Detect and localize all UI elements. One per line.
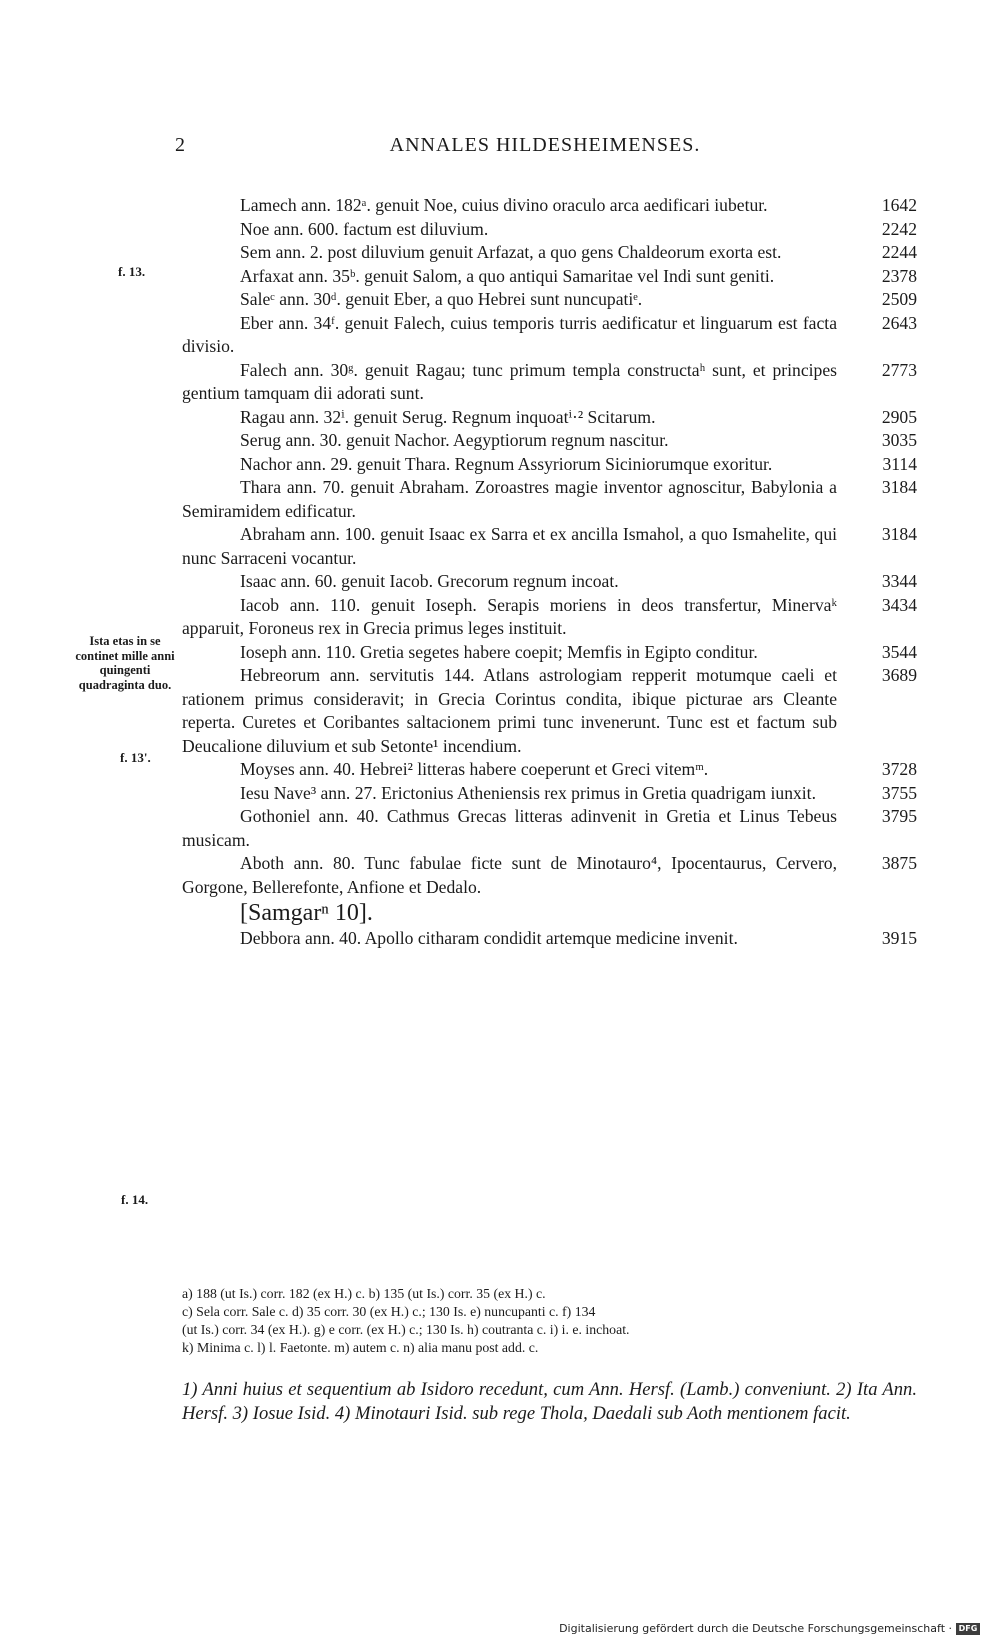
entry-paragraph: [Samgarⁿ 10]. [240, 900, 373, 926]
entry-paragraph: Noe ann. 600. factum est diluvium. 2242 [182, 218, 917, 242]
year-number: 3035 [881, 430, 917, 450]
entry-paragraph: Lamech ann. 182ᵃ. genuit Noe, cuius divino oraculo arca aedificari iubetur. 1642 [182, 194, 917, 218]
folio-mark-14: f. 14. [121, 1192, 149, 1207]
year-number: 3755 [881, 782, 917, 803]
year-number: 2509 [881, 289, 917, 309]
year-number: 3114 [882, 453, 917, 474]
entry-paragraph: Nachor ann. 29. genuit Thara. Regnum Assyriorum Siciniorumque exoritur. 3114 [182, 453, 917, 477]
margin-note: Ista etas in se continet mille anni quingenti quadraginta duo. [75, 634, 175, 692]
entry-paragraph: Hebreorum ann. servitutis 144. Atlans astrologiam repperit motumque caeli et rationem primus consideravit; in Grecia Corintus condita, ibique picturae ars Cleante reperta. Curetes et Coribantes saltacionem primi tunc invenerunt. Tunc est et factum sub Deucalione diluvium et sub Setonte¹ incendium. 3689 [182, 665, 917, 756]
year-number: 2378 [881, 265, 917, 286]
entry-paragraph: Iacob ann. 110. genuit Ioseph. Serapis moriens in deos transfertur, Minervaᵏ apparuit, Foroneus rex in Grecia primus leges instituit. 3434 [182, 594, 917, 638]
footnotes [182, 1378, 917, 1426]
year-number: 3184 [881, 477, 917, 497]
year-number: 3434 [881, 594, 917, 615]
page-header [175, 134, 915, 164]
variant-line: c) Sela corr. Sale c. d) 35 corr. 30 (ex H.) c.; 130 Is. e) nuncupanti c. f) 134 [182, 1304, 596, 1319]
year-number: 3689 [881, 665, 917, 685]
entry-paragraph: Sem ann. 2. post diluvium genuit Arfazat, a quo gens Chaldeorum exorta est. 2244 [182, 241, 917, 265]
year-number: 3915 [881, 928, 917, 948]
textual-variants [182, 1285, 917, 1357]
folio-mark-13: f. 13. [118, 264, 146, 279]
year-number: 3875 [881, 853, 917, 873]
year-number: 2643 [881, 312, 917, 333]
variant-line: a) 188 (ut Is.) corr. 182 (ex H.) c. b) 135 (ut Is.) corr. 35 (ex H.) c. [182, 1286, 546, 1301]
year-number: 3344 [881, 571, 917, 591]
year-number: 2905 [881, 406, 917, 427]
entry-paragraph: Eber ann. 34ᶠ. genuit Falech, cuius temporis turris aedificatur et linguarum est facta divisio. 2643 [182, 312, 917, 356]
year-number: 3544 [881, 641, 917, 662]
entry-paragraph: Thara ann. 70. genuit Abraham. Zoroastres magie inventor agnoscitur, Babylonia a Semiramidem edificatur. 3184 [182, 477, 917, 521]
year-number: 3184 [881, 524, 917, 544]
page-title: ANNALES HILDESHEIMENSES. [389, 134, 701, 156]
year-number: 1642 [881, 195, 917, 215]
entry-paragraph: Iesu Nave³ ann. 27. Erictonius Atheniensis rex primus in Gretia quadrigam iunxit. 3755 [182, 782, 917, 806]
entry-paragraph: Falech ann. 30ᵍ. genuit Ragau; tunc primum templa constructaʰ sunt, et principes gentium tamquam dii adorati sunt. 2773 [182, 359, 917, 403]
entry-paragraph: Moyses ann. 40. Hebrei² litteras habere coeperunt et Greci vitemᵐ. 3728 [182, 758, 917, 782]
footnote-text: 1) Anni huius et sequentium ab Isidoro recedunt, cum Ann. Hersf. (Lamb.) conveniunt. 2) Ita Ann. Hersf. 3) Iosue Isid. 4) Minotauri Isid. sub rege Thola, Daedali sub Aoth mentionem facit. [182, 1379, 917, 1424]
entry-paragraph: Abraham ann. 100. genuit Isaac ex Sarra et ex ancilla Ismahol, a quo Ismahelite, qui nunc Sarraceni vocantur. 3184 [182, 524, 917, 568]
entry-paragraph: Debbora ann. 40. Apollo citharam condidit artemque medicine invenit. 3915 [182, 927, 917, 951]
page-number: 2 [175, 134, 186, 156]
year-number: 3728 [881, 759, 917, 779]
variant-line: (ut Is.) corr. 34 (ex H.). g) e corr. (ex H.) c.; 130 Is. h) coutranta c. i) i. e. inchoat. [182, 1322, 630, 1337]
entry-paragraph: Isaac ann. 60. genuit Iacob. Grecorum regnum incoat. 3344 [182, 570, 917, 594]
digitization-footer [559, 1622, 980, 1635]
annals-text [182, 194, 917, 951]
folio-mark-13b: f. 13'. [120, 750, 151, 765]
entry-paragraph: Ragau ann. 32ⁱ. genuit Serug. Regnum inquoatⁱ·² Scitarum. 2905 [182, 406, 917, 430]
year-number: 2773 [881, 359, 917, 380]
footer-text: Digitalisierung gefördert durch die Deutsche Forschungsgemeinschaft · [559, 1622, 952, 1635]
year-number: 2242 [881, 218, 917, 239]
entry-paragraph: Arfaxat ann. 35ᵇ. genuit Salom, a quo antiqui Samaritae vel Indi sunt geniti. 2378 [182, 265, 917, 289]
entry-paragraph: Ioseph ann. 110. Gretia segetes habere coepit; Memfis in Egipto conditur. 3544 [182, 641, 917, 665]
year-number: 2244 [881, 242, 917, 262]
entry-paragraph: Aboth ann. 80. Tunc fabulae ficte sunt de Minotauro⁴, Ipocentaurus, Cervero, Gorgone, Bellerefonte, Anfione et Dedalo. 3875 [182, 853, 917, 897]
year-number: 3795 [881, 806, 917, 826]
variant-line: k) Minima c. l) l. Faetonte. m) autem c. n) alia manu post add. c. [182, 1340, 539, 1355]
entry-paragraph: Gothoniel ann. 40. Cathmus Grecas litteras adinvenit in Gretia et Linus Tebeus musicam. 3795 [182, 806, 917, 850]
entry-paragraph: Serug ann. 30. genuit Nachor. Aegyptiorum regnum nascitur. 3035 [182, 429, 917, 453]
entry-paragraph: Saleᶜ ann. 30ᵈ. genuit Eber, a quo Hebrei sunt nuncupatiᵉ. 2509 [182, 288, 917, 312]
dfg-logo: DFG [956, 1623, 980, 1635]
